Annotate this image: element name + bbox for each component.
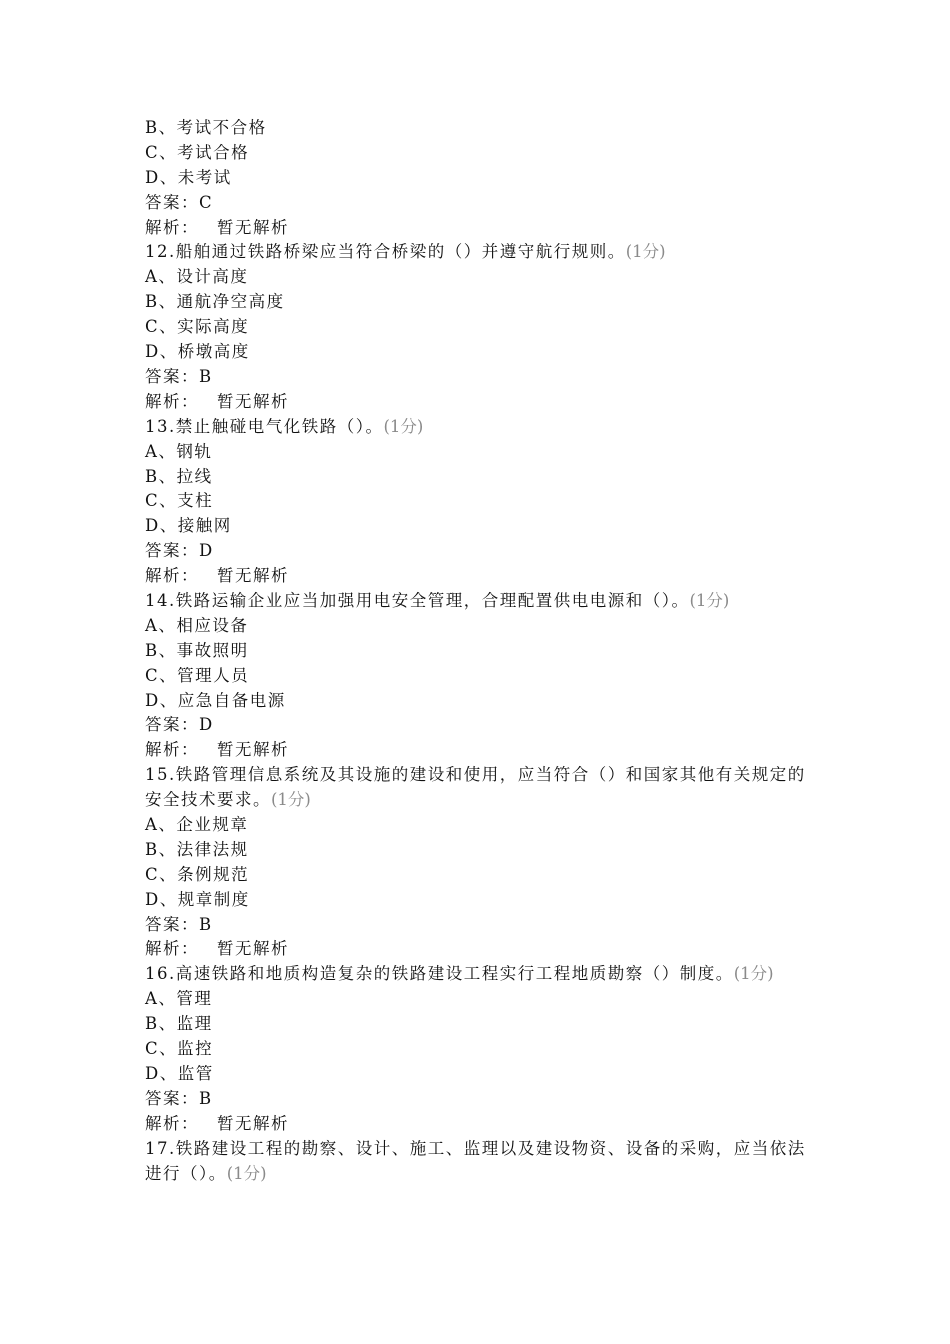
question-text [145,240,810,265]
option-a: A、企业规章 [145,815,249,835]
analysis-label: 解析： [145,391,199,411]
option-d: D、监管 [145,1063,214,1083]
option-a: A、钢轨 [145,441,213,461]
document-page [145,116,810,1186]
analysis-text: 暂无解析 [217,1113,289,1133]
analysis [145,564,810,589]
question-score: (1分) [271,790,311,810]
analysis [145,390,810,415]
option-a: A、管理 [145,989,213,1009]
option-b: B、考试不合格 [145,118,267,137]
option-d: D、规章制度 [145,889,250,909]
question-stem: 14.铁路运输企业应当加强用电安全管理，合理配置供电电源和（）。 [145,590,690,610]
answer: 答案：B [145,366,213,386]
question-score: (1分) [689,590,730,610]
analysis [145,937,810,962]
answer: 答案：D [145,541,214,561]
question-score: (1分) [733,964,774,984]
analysis-label: 解析： [145,217,199,237]
question-stem: 15.铁路管理信息系统及其设施的建设和使用，应当符合（）和国家其他有关规定的安全技术要求。 [145,765,806,810]
option-c: C、条例规范 [145,864,250,884]
option-b: B、拉线 [145,466,213,486]
question-11-tail [145,116,810,240]
option-d: D、桥墩高度 [145,342,250,362]
option-b: B、事故照明 [145,640,249,660]
analysis [145,1112,810,1137]
question-score: (1分) [226,1163,267,1183]
question-text [145,763,810,813]
option-c: C、监控 [145,1039,214,1059]
question-score: (1分) [625,242,666,262]
option-d: D、应急自备电源 [145,690,286,710]
question-text [145,1137,810,1187]
analysis-text: 暂无解析 [217,391,289,411]
analysis-text: 暂无解析 [217,740,289,760]
question-17 [145,1137,810,1187]
question-16 [145,962,810,1136]
analysis-label: 解析： [145,1113,199,1133]
option-b: B、法律法规 [145,839,249,859]
question-15 [145,763,810,962]
analysis [145,216,810,241]
option-c: C、实际高度 [145,317,250,337]
analysis-label: 解析： [145,566,199,586]
analysis-label: 解析： [145,740,199,760]
analysis-text: 暂无解析 [217,939,289,959]
option-a: A、相应设备 [145,615,249,635]
option-c: C、支柱 [145,491,214,511]
option-b: B、通航净空高度 [145,292,285,312]
option-d: D、未考试 [145,167,232,187]
option-b: B、监理 [145,1014,213,1034]
option-c: C、管理人员 [145,665,250,685]
analysis-text: 暂无解析 [217,566,289,586]
answer: 答案：B [145,1088,213,1108]
answer: 答案：B [145,914,213,934]
analysis [145,738,810,763]
question-12 [145,240,810,414]
analysis-label: 解析： [145,939,199,959]
answer: 答案：C [145,192,214,212]
option-c: C、考试合格 [145,142,250,162]
question-text [145,962,810,987]
analysis-text: 暂无解析 [217,217,289,237]
question-text [145,589,810,614]
question-stem: 16.高速铁路和地质构造复杂的铁路建设工程实行工程地质勘察（）制度。 [145,964,734,984]
question-13 [145,415,810,589]
option-d: D、接触网 [145,516,232,536]
answer: 答案：D [145,715,214,735]
question-score: (1分) [383,416,424,436]
question-stem: 13.禁止触碰电气化铁路（）。 [145,416,384,436]
question-text [145,415,810,440]
question-stem: 17.铁路建设工程的勘察、设计、施工、监理以及建设物资、设备的采购，应当依法进行（）。 [145,1138,806,1183]
question-stem: 12.船舶通过铁路桥梁应当符合桥梁的（）并遵守航行规则。 [145,242,626,262]
option-a: A、设计高度 [145,267,249,287]
question-14 [145,589,810,763]
